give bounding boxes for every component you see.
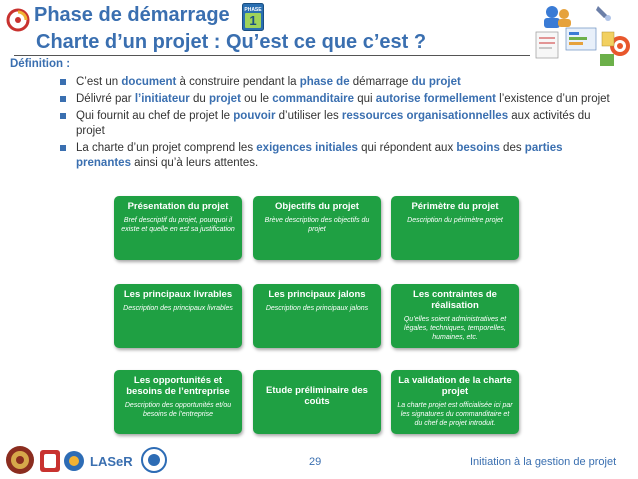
bullet-text: Délivré par (76, 93, 135, 105)
card-principaux-jalons (253, 284, 381, 348)
card-contraintes-realisation (391, 284, 519, 348)
bullet-text: à construire pendant la (176, 76, 300, 88)
page-subtitle: Charte d’un projet : Qu’est ce que c’est ? (36, 31, 427, 53)
bullet-text: qui (354, 93, 376, 105)
project-management-clipart (530, 2, 636, 68)
card-perimetre-projet (391, 196, 519, 260)
card-principaux-livrables (114, 284, 242, 348)
bullet-text: ainsi qu’à leurs attentes. (130, 157, 259, 169)
bullet-text: La charte d’un projet comprend les (76, 142, 257, 154)
highlighted-term: projet (208, 93, 241, 105)
bullet-text: des (499, 142, 525, 154)
card-description: Description des principaux jalons (265, 305, 369, 312)
card-description: Description des principaux livrables (123, 305, 233, 312)
card-title: Objectifs du projet (275, 201, 359, 212)
card-title: Etude préliminaire des coûts (266, 385, 368, 407)
definition-bullet (60, 109, 620, 139)
card-objectifs-projet (253, 196, 381, 260)
highlighted-term: besoins (456, 142, 500, 154)
highlighted-term: ressources organisationnelles (341, 110, 509, 122)
footer-course-title: Initiation à la gestion de projet (470, 456, 617, 468)
card-title: La validation de la charte projet (398, 375, 512, 397)
card-description: Bref descriptif du projet, pourquoi il existe et quelle en est sa justification (121, 217, 235, 233)
bullet-text: Qui fournit au chef de projet le (76, 110, 234, 122)
bullet-text: d’utiliser les (275, 110, 342, 122)
bullet-square-icon (60, 96, 66, 102)
card-description: Qu’elles soient administratives et légales, techniques, temporelles, humaines, etc. (403, 316, 507, 341)
bullet-text: démarrage (349, 76, 412, 88)
card-title: Les principaux livrables (123, 289, 233, 300)
bullet-text: aux activités du projet (76, 110, 591, 137)
highlighted-term: pouvoir (233, 110, 276, 122)
bullet-text: ou le (240, 93, 273, 105)
highlighted-term: document (121, 76, 177, 88)
definition-bullet (60, 141, 620, 171)
phase-badge-number: 1 (249, 13, 257, 28)
card-title: Les contraintes de réalisation (413, 289, 497, 311)
card-title: Les opportunités et besoins de l’entreprise (126, 375, 230, 397)
card-description: Description des opportunités et/ou besoins de l’entreprise (124, 402, 232, 418)
card-etude-couts (253, 370, 381, 434)
card-title: Périmètre du projet (411, 201, 499, 212)
card-title: Présentation du projet (127, 201, 229, 212)
phase-badge (242, 3, 264, 31)
card-description: Brève description des objectifs du projet (264, 217, 370, 233)
highlighted-term: exigences initiales (256, 142, 358, 154)
bullet-text: du (189, 93, 209, 105)
page-number: 29 (309, 456, 322, 468)
bullet-square-icon (60, 113, 66, 119)
card-description: La charte projet est officialisée ici par les signatures du commanditaire et du chef de projet introduit. (397, 402, 513, 427)
highlighted-term: du projet (411, 76, 461, 88)
bullet-square-icon (60, 79, 66, 85)
bullet-square-icon (60, 145, 66, 151)
partner-logos (4, 444, 174, 476)
card-title: Les principaux jalons (268, 289, 366, 300)
card-validation-charte (391, 370, 519, 434)
definition-heading: Définition : (10, 58, 71, 70)
page-title: Phase de démarrage (34, 4, 230, 26)
definition-bullet (60, 92, 620, 107)
phase-badge-label: PHASE (244, 7, 262, 13)
card-opportunites-besoins (114, 370, 242, 434)
highlighted-term: autorise formellement (375, 93, 496, 105)
card-presentation-projet (114, 196, 242, 260)
highlighted-term: commanditaire (272, 93, 355, 105)
highlighted-term: parties prenantes (76, 142, 563, 169)
definition-bullet (60, 75, 620, 90)
laser-logo-text: LASeR (90, 454, 133, 469)
highlighted-term: phase de (299, 76, 350, 88)
bullet-text: l’existence d’un projet (495, 93, 610, 105)
card-description: Description du périmètre projet (407, 217, 503, 224)
swirl-logo-icon (6, 8, 30, 32)
bullet-text: C’est un (76, 76, 122, 88)
definition-bullet-list (60, 75, 620, 173)
highlighted-term: l’initiateur (134, 93, 190, 105)
title-divider (14, 55, 530, 56)
bullet-text: qui répondent aux (357, 142, 457, 154)
